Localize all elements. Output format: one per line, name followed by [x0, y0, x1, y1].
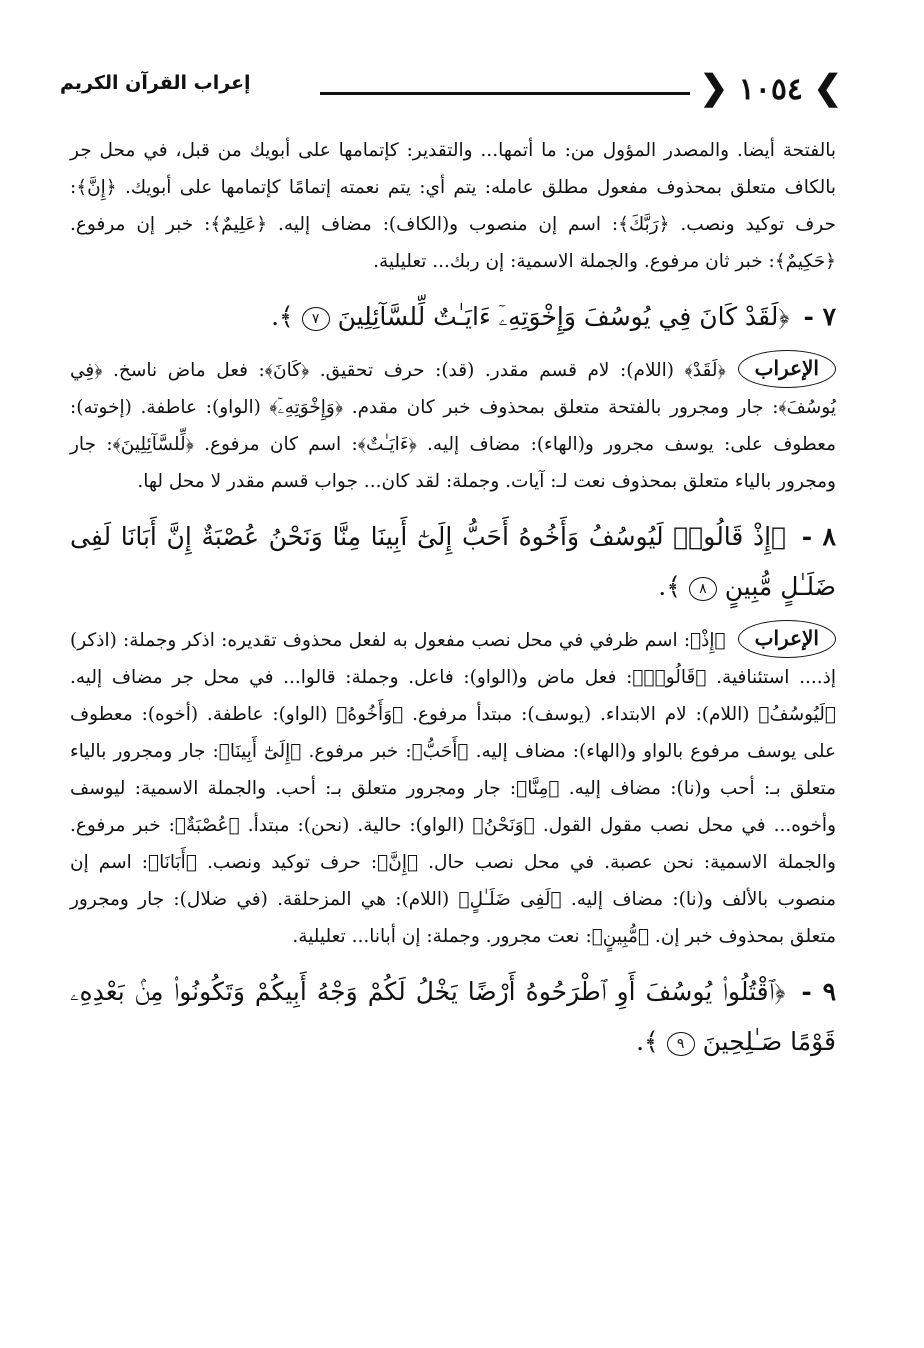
- irab-section-8: [70, 622, 836, 955]
- verse-text: ﴿لَقَدْ كَانَ فِي يُوسُفَ وَإِخْوَتِهِۦٓ ءَايَـٰتٌ لِّلسَّآئِلِينَ: [337, 302, 790, 331]
- verse-number: ٩ -: [801, 977, 836, 1006]
- verse-text: ﴿ٱقْتُلُوا۟ يُوسُفَ أَوِ ٱطْرَحُوهُ أَرْضًا يَخْلُ لَكُمْ وَجْهُ أَبِيكُمْ وَتَكُونُوا۟ مِنۢ بَعْدِهِۦ قَوْمًا صَـٰلِحِينَ: [70, 977, 836, 1056]
- irab-text: ﴿إِذْ﴾: اسم ظرفي في محل نصب مفعول به لفعل محذوف تقديره: اذكر وجملة: (اذكر) إذ.... استئنافية. ﴿قَالُوا۟﴾: فعل ماض و(الواو): فاعل. وجملة: قالوا... في محل جر مضاف إليه. ﴿لَيُوسُفُ﴾ (اللام): لام الابتداء. (يوسف): مبتدأ مرفوع. ﴿وَأَخُوهُ﴾ (الواو): عاطفة. (أخوه): معطوف على يوسف مرفوع بالواو و(الهاء): مضاف إليه. ﴿أَحَبُّ﴾: خبر مرفوع. ﴿إِلَىٰٓ أَبِينَا﴾: جار ومجرور بالياء متعلق بـ: أحب و(نا): مضاف إليه. ﴿مِنَّا﴾: جار ومجرور متعلق بـ: أحب. والجملة الاسمية: ليوسف وأخوه... في محل نصب مقول القول. ﴿وَنَحْنُ﴾ (الواو): حالية. (نحن): مبتدأ. ﴿عُصْبَةٌ﴾: خبر مرفوع. والجملة الاسمية: نحن عصبة. في محل نصب حال. ﴿إِنَّ﴾: حرف توكيد ونصب. ﴿أَبَانَا﴾: اسم إن منصوب بالألف و(نا): مضاف إليه. ﴿لَفِى ضَلَـٰلٍ﴾ (اللام): هي المزحلقة. (في ضلال): جار ومجرور متعلق بمحذوف خبر إن. ﴿مُّبِينٍ﴾: نعت مجرور. وجملة: إن أبانا... تعليلية.: [70, 630, 836, 947]
- verse-close: ﴾.: [636, 1027, 659, 1056]
- irab-text: ﴿لَقَدْ﴾ (اللام): لام قسم مقدر. (قد): حرف تحقيق. ﴿كَانَ﴾: فعل ماض ناسخ. ﴿فِي يُوسُفَ﴾: جار ومجرور بالفتحة متعلق بمحذوف خبر كان مقدم. ﴿وَإِخْوَتِهِۦٓ﴾ (الواو): عاطفة. (إخوته): معطوف على: يوسف مجرور و(الهاء): مضاف إليه. ﴿ءَايَـٰتٌ﴾: اسم كان مرفوع. ﴿لِّلسَّآئِلِينَ﴾: جار ومجرور بالياء متعلق بمحذوف نعت لـ: آيات. وجملة: لقد كان... جواب قسم مقدر لا محل لها.: [70, 360, 836, 492]
- ayah-number-icon: ٧: [302, 307, 330, 331]
- header-rule: [320, 92, 690, 95]
- verse-number: ٨ -: [801, 522, 836, 551]
- verse-8: [70, 512, 836, 612]
- verse-number: ٧ -: [803, 302, 836, 331]
- verse-text: ﴿إِذْ قَالُوا۟ لَيُوسُفُ وَأَخُوهُ أَحَبُّ إِلَىٰٓ أَبِينَا مِنَّا وَنَحْنُ عُصْبَةٌ إِنَّ أَبَانَا لَفِى ضَلَـٰلٍ مُّبِينٍ: [70, 522, 836, 601]
- page-number-text: ١٠٥٤: [738, 72, 804, 107]
- verse-close: ﴾.: [271, 302, 294, 331]
- page-number: [682, 66, 860, 110]
- irab-label-badge: الإعراب: [738, 620, 836, 658]
- ayah-number-icon: ٩: [667, 1032, 695, 1056]
- verse-7: [70, 292, 836, 342]
- irab-label-badge: الإعراب: [738, 350, 836, 388]
- book-title: إعراب القرآن الكريم: [60, 72, 251, 94]
- page-header: [60, 66, 860, 116]
- page-content: [70, 132, 836, 1077]
- verse-9: [70, 967, 836, 1067]
- ayah-number-icon: ٨: [689, 577, 717, 601]
- intro-paragraph: بالفتحة أيضا. والمصدر المؤول من: ما أتمها... والتقدير: كإتمامها على أبويك من قبل، في محل جر بالكاف متعلق بمحذوف مفعول مطلق عامله: يتم أي: يتم نعمته إتمامًا كإتمامها على أبويك. ﴿إِنَّ﴾: حرف توكيد ونصب. ﴿رَبَّكَ﴾: اسم إن منصوب و(الكاف): مضاف إليه. ﴿عَلِيمٌ﴾: خبر إن مرفوع. ﴿حَكِيمٌ﴾: خبر ثان مرفوع. والجملة الاسمية: إن ربك... تعليلية.: [70, 140, 836, 272]
- irab-section-7: [70, 352, 836, 500]
- bracket-right-ornament: ❯: [813, 68, 842, 108]
- bracket-left-ornament: ❮: [699, 68, 729, 108]
- verse-close: ﴾.: [658, 572, 681, 601]
